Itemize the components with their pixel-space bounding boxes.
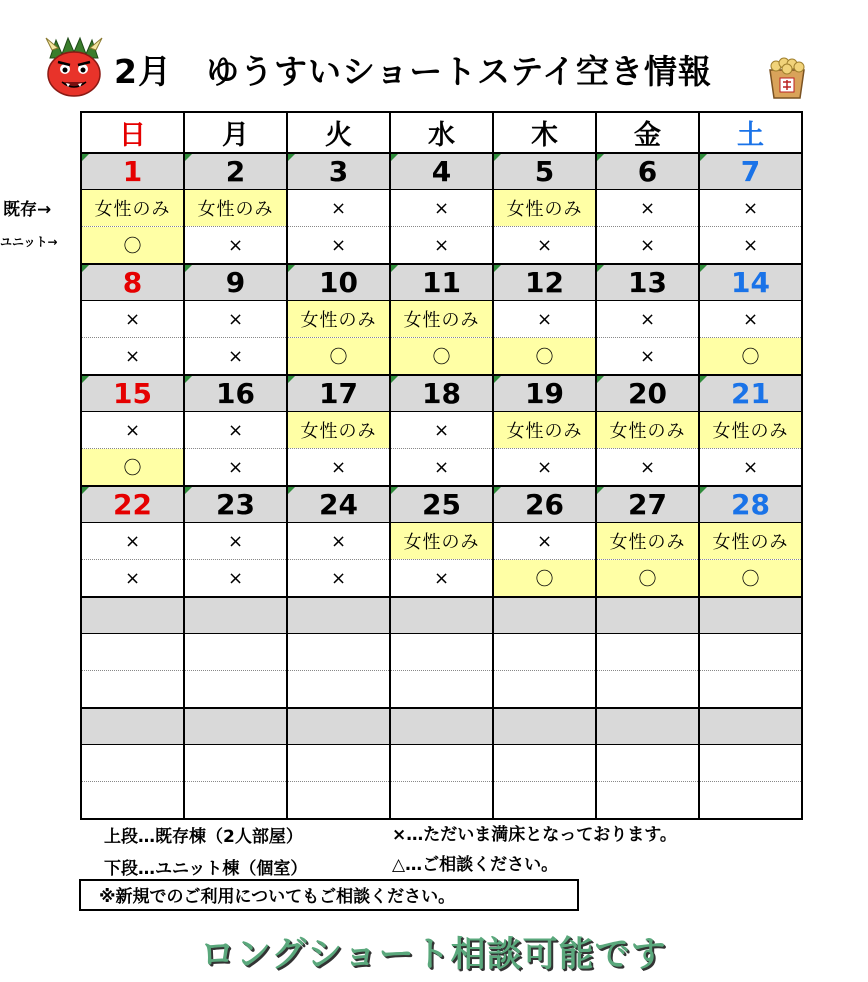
existing-availability-cell: 女性のみ bbox=[699, 412, 802, 449]
existing-availability-cell: × bbox=[81, 412, 184, 449]
unit-availability-cell bbox=[287, 671, 390, 709]
existing-availability-cell bbox=[287, 745, 390, 782]
unit-availability-cell: × bbox=[184, 449, 287, 487]
date-cell bbox=[390, 597, 493, 634]
existing-availability-cell: 女性のみ bbox=[596, 523, 699, 560]
existing-availability-cell: 女性のみ bbox=[390, 523, 493, 560]
date-cell: 5 bbox=[493, 153, 596, 190]
existing-availability-cell: × bbox=[81, 301, 184, 338]
existing-availability-cell bbox=[390, 745, 493, 782]
unit-availability-cell: × bbox=[596, 338, 699, 376]
unit-availability-cell: 〇 bbox=[287, 338, 390, 376]
unit-availability-cell bbox=[596, 782, 699, 820]
unit-availability-cell: × bbox=[596, 227, 699, 265]
date-row bbox=[81, 264, 802, 301]
existing-room-row bbox=[81, 190, 802, 227]
unit-availability-cell: × bbox=[596, 449, 699, 487]
existing-availability-cell: × bbox=[493, 523, 596, 560]
unit-room-row bbox=[81, 560, 802, 598]
unit-availability-cell: × bbox=[287, 560, 390, 598]
date-cell: 10 bbox=[287, 264, 390, 301]
unit-availability-cell: × bbox=[184, 227, 287, 265]
unit-availability-cell: 〇 bbox=[699, 338, 802, 376]
unit-availability-cell: × bbox=[493, 227, 596, 265]
date-cell: 13 bbox=[596, 264, 699, 301]
legend-consult: △…ご相談ください。 bbox=[392, 855, 559, 875]
existing-availability-cell: × bbox=[390, 190, 493, 227]
unit-availability-cell: × bbox=[184, 560, 287, 598]
unit-room-row bbox=[81, 227, 802, 265]
date-cell bbox=[287, 597, 390, 634]
weekday-header: 月 bbox=[184, 112, 287, 153]
unit-availability-cell bbox=[699, 671, 802, 709]
existing-availability-cell: 女性のみ bbox=[81, 190, 184, 227]
page-title: 2月 ゆうすいショートステイ空き情報 bbox=[114, 52, 713, 91]
existing-availability-cell bbox=[596, 634, 699, 671]
date-cell: 2 bbox=[184, 153, 287, 190]
existing-availability-cell bbox=[81, 745, 184, 782]
weekday-header: 金 bbox=[596, 112, 699, 153]
existing-availability-cell bbox=[81, 634, 184, 671]
unit-availability-cell: 〇 bbox=[81, 227, 184, 265]
unit-availability-cell bbox=[184, 782, 287, 820]
date-cell: 17 bbox=[287, 375, 390, 412]
existing-availability-cell: 女性のみ bbox=[699, 523, 802, 560]
unit-availability-cell: × bbox=[81, 560, 184, 598]
existing-availability-cell bbox=[699, 745, 802, 782]
existing-availability-cell bbox=[493, 634, 596, 671]
date-cell: 22 bbox=[81, 486, 184, 523]
unit-room-row bbox=[81, 671, 802, 709]
unit-availability-cell: × bbox=[81, 338, 184, 376]
existing-availability-cell: × bbox=[184, 301, 287, 338]
date-cell bbox=[184, 597, 287, 634]
existing-availability-cell: 女性のみ bbox=[390, 301, 493, 338]
existing-availability-cell: × bbox=[699, 190, 802, 227]
legend-lower-row: 下段…ユニット棟（個室） bbox=[104, 859, 308, 879]
existing-availability-cell: 女性のみ bbox=[493, 190, 596, 227]
existing-availability-cell: 女性のみ bbox=[493, 412, 596, 449]
date-cell: 15 bbox=[81, 375, 184, 412]
oni-icon bbox=[40, 36, 108, 98]
note-box: ※新規でのご利用についてもご相談ください。 bbox=[79, 879, 579, 911]
date-row bbox=[81, 708, 802, 745]
date-row bbox=[81, 375, 802, 412]
date-cell bbox=[699, 597, 802, 634]
date-cell: 28 bbox=[699, 486, 802, 523]
existing-availability-cell: × bbox=[81, 523, 184, 560]
existing-room-row bbox=[81, 523, 802, 560]
date-cell: 23 bbox=[184, 486, 287, 523]
date-cell: 21 bbox=[699, 375, 802, 412]
unit-availability-cell: 〇 bbox=[493, 338, 596, 376]
existing-availability-cell bbox=[287, 634, 390, 671]
unit-availability-cell: 〇 bbox=[81, 449, 184, 487]
existing-availability-cell bbox=[699, 634, 802, 671]
existing-room-row bbox=[81, 301, 802, 338]
existing-availability-cell: × bbox=[493, 301, 596, 338]
existing-availability-cell: 女性のみ bbox=[287, 301, 390, 338]
unit-availability-cell: 〇 bbox=[493, 560, 596, 598]
existing-availability-cell: × bbox=[184, 412, 287, 449]
bean-box-icon bbox=[762, 52, 812, 102]
unit-availability-cell: × bbox=[287, 449, 390, 487]
date-cell: 12 bbox=[493, 264, 596, 301]
existing-row-label: 既存→ bbox=[3, 200, 52, 220]
unit-availability-cell: × bbox=[390, 227, 493, 265]
date-cell: 24 bbox=[287, 486, 390, 523]
date-cell: 11 bbox=[390, 264, 493, 301]
unit-availability-cell: × bbox=[184, 338, 287, 376]
unit-availability-cell: × bbox=[390, 449, 493, 487]
unit-availability-cell bbox=[699, 782, 802, 820]
existing-availability-cell bbox=[184, 634, 287, 671]
existing-availability-cell: × bbox=[596, 301, 699, 338]
unit-availability-cell: × bbox=[493, 449, 596, 487]
existing-availability-cell: 女性のみ bbox=[596, 412, 699, 449]
unit-availability-cell bbox=[493, 782, 596, 820]
date-cell bbox=[699, 708, 802, 745]
unit-availability-cell: 〇 bbox=[699, 560, 802, 598]
unit-availability-cell: × bbox=[390, 560, 493, 598]
date-cell bbox=[184, 708, 287, 745]
unit-availability-cell: × bbox=[699, 449, 802, 487]
weekday-header: 土 bbox=[699, 112, 802, 153]
unit-room-row bbox=[81, 782, 802, 820]
existing-availability-cell: × bbox=[390, 412, 493, 449]
weekday-header: 水 bbox=[390, 112, 493, 153]
date-cell bbox=[493, 597, 596, 634]
existing-availability-cell bbox=[390, 634, 493, 671]
date-cell: 14 bbox=[699, 264, 802, 301]
date-cell bbox=[493, 708, 596, 745]
date-cell bbox=[596, 597, 699, 634]
unit-availability-cell bbox=[287, 782, 390, 820]
unit-availability-cell: × bbox=[699, 227, 802, 265]
existing-availability-cell bbox=[493, 745, 596, 782]
date-cell: 7 bbox=[699, 153, 802, 190]
date-cell: 4 bbox=[390, 153, 493, 190]
weekday-header: 火 bbox=[287, 112, 390, 153]
legend-upper-row: 上段…既存棟（2人部屋） bbox=[104, 827, 303, 847]
date-cell: 27 bbox=[596, 486, 699, 523]
date-cell: 19 bbox=[493, 375, 596, 412]
existing-availability-cell: × bbox=[699, 301, 802, 338]
unit-availability-cell bbox=[390, 671, 493, 709]
footer-banner: ロングショート相談可能です bbox=[200, 935, 667, 975]
unit-room-row bbox=[81, 449, 802, 487]
date-row bbox=[81, 597, 802, 634]
unit-availability-cell bbox=[493, 671, 596, 709]
unit-availability-cell: 〇 bbox=[390, 338, 493, 376]
date-cell bbox=[390, 708, 493, 745]
existing-availability-cell: × bbox=[287, 190, 390, 227]
weekday-header: 木 bbox=[493, 112, 596, 153]
date-cell: 3 bbox=[287, 153, 390, 190]
date-row bbox=[81, 153, 802, 190]
weekday-header: 日 bbox=[81, 112, 184, 153]
existing-room-row bbox=[81, 412, 802, 449]
existing-room-row bbox=[81, 745, 802, 782]
date-cell: 16 bbox=[184, 375, 287, 412]
unit-availability-cell: × bbox=[287, 227, 390, 265]
existing-availability-cell: 女性のみ bbox=[184, 190, 287, 227]
existing-availability-cell: 女性のみ bbox=[287, 412, 390, 449]
legend-full: ×…ただいま満床となっております。 bbox=[392, 825, 677, 845]
unit-row-label: ユニット→ bbox=[0, 235, 58, 249]
unit-availability-cell bbox=[81, 671, 184, 709]
date-cell bbox=[81, 597, 184, 634]
date-cell: 25 bbox=[390, 486, 493, 523]
date-cell bbox=[287, 708, 390, 745]
unit-availability-cell: 〇 bbox=[596, 560, 699, 598]
date-cell bbox=[81, 708, 184, 745]
date-cell: 18 bbox=[390, 375, 493, 412]
existing-availability-cell: × bbox=[596, 190, 699, 227]
existing-room-row bbox=[81, 634, 802, 671]
weekday-header-row bbox=[81, 112, 802, 153]
date-row bbox=[81, 486, 802, 523]
date-cell: 9 bbox=[184, 264, 287, 301]
unit-availability-cell bbox=[596, 671, 699, 709]
date-cell: 6 bbox=[596, 153, 699, 190]
date-cell: 1 bbox=[81, 153, 184, 190]
date-cell bbox=[596, 708, 699, 745]
availability-calendar bbox=[80, 111, 803, 820]
existing-availability-cell bbox=[184, 745, 287, 782]
date-cell: 20 bbox=[596, 375, 699, 412]
unit-availability-cell bbox=[81, 782, 184, 820]
date-cell: 26 bbox=[493, 486, 596, 523]
existing-availability-cell bbox=[596, 745, 699, 782]
unit-availability-cell bbox=[184, 671, 287, 709]
existing-availability-cell: × bbox=[184, 523, 287, 560]
existing-availability-cell: × bbox=[287, 523, 390, 560]
unit-availability-cell bbox=[390, 782, 493, 820]
unit-room-row bbox=[81, 338, 802, 376]
date-cell: 8 bbox=[81, 264, 184, 301]
